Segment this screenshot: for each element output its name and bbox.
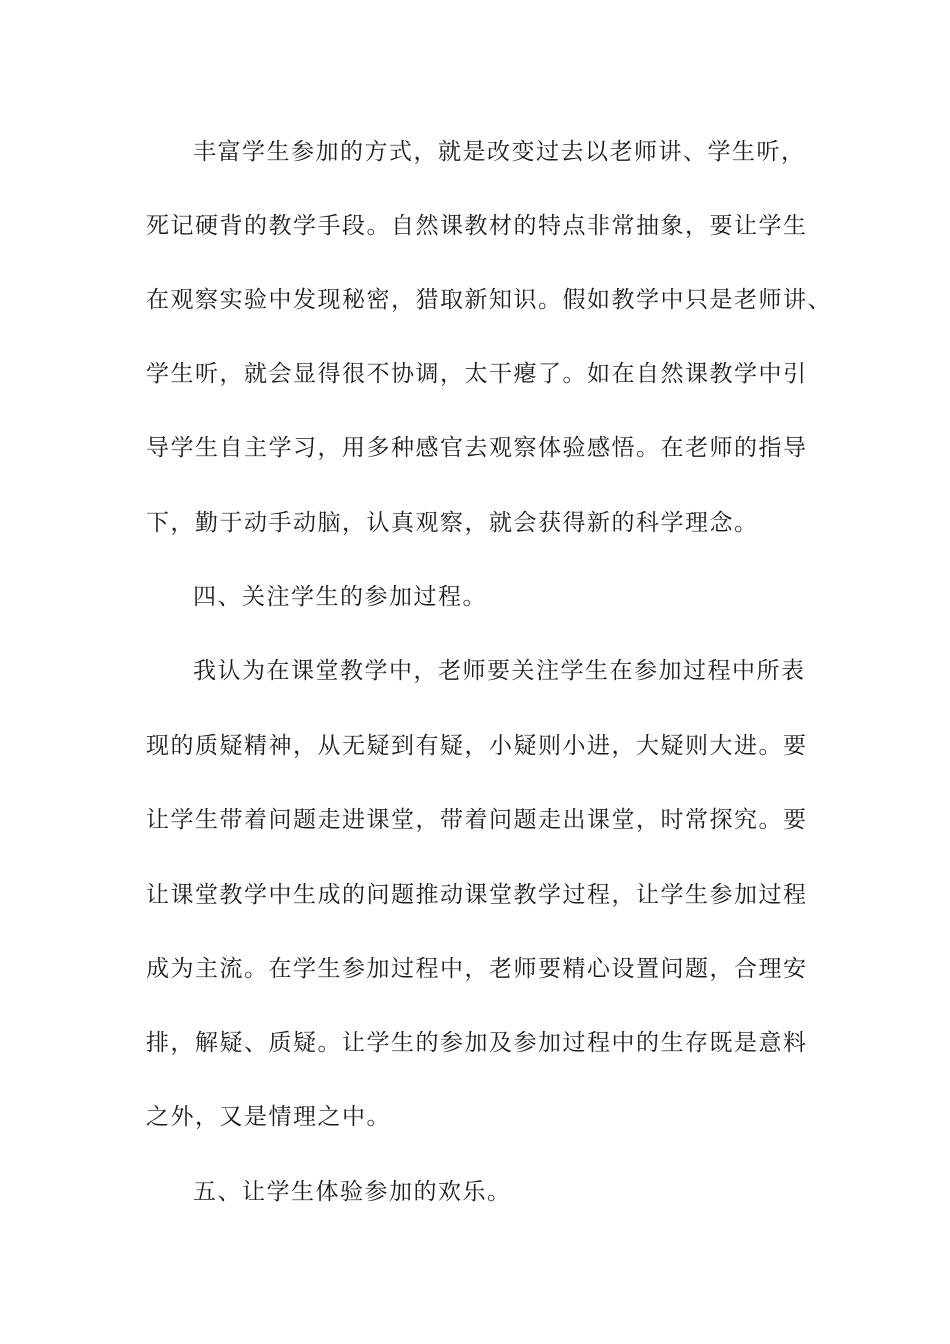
text-line: 现的质疑精神，从无疑到有疑，小疑则小进，大疑则大进。要 xyxy=(146,733,808,759)
text-line: 成为主流。在学生参加过程中，老师要精心设置问题，合理安 xyxy=(146,956,808,982)
text-line: 排，解疑、质疑。让学生的参加及参加过程中的生存既是意料 xyxy=(146,1030,808,1056)
text-line: 我认为在课堂教学中，老师要关注学生在参加过程中所表 xyxy=(193,658,806,684)
text-line: 让课堂教学中生成的问题推动课堂教学过程，让学生参加过程 xyxy=(146,882,808,908)
text-line: 在观察实验中发现秘密，猎取新知识。假如教学中只是老师讲、 xyxy=(146,287,832,313)
text-line: 死记硬背的教学手段。自然课教材的特点非常抽象，要让学生 xyxy=(146,213,808,239)
section-heading: 四、关注学生的参加过程。 xyxy=(193,584,487,610)
text-line: 丰富学生参加的方式，就是改变过去以老师讲、学生听， xyxy=(193,139,806,165)
text-line: 导学生自主学习，用多种感官去观察体验感悟。在老师的指导 xyxy=(146,435,808,461)
section-heading: 五、让学生体验参加的欢乐。 xyxy=(193,1179,512,1205)
text-line: 下，勤于动手动脑，认真观察，就会获得新的科学理念。 xyxy=(146,510,759,536)
text-line: 学生听，就会显得很不协调，太干瘪了。如在自然课教学中引 xyxy=(146,361,808,387)
text-line: 之外，又是情理之中。 xyxy=(146,1104,391,1130)
text-line: 让学生带着问题走进课堂，带着问题走出课堂，时常探究。要 xyxy=(146,807,808,833)
